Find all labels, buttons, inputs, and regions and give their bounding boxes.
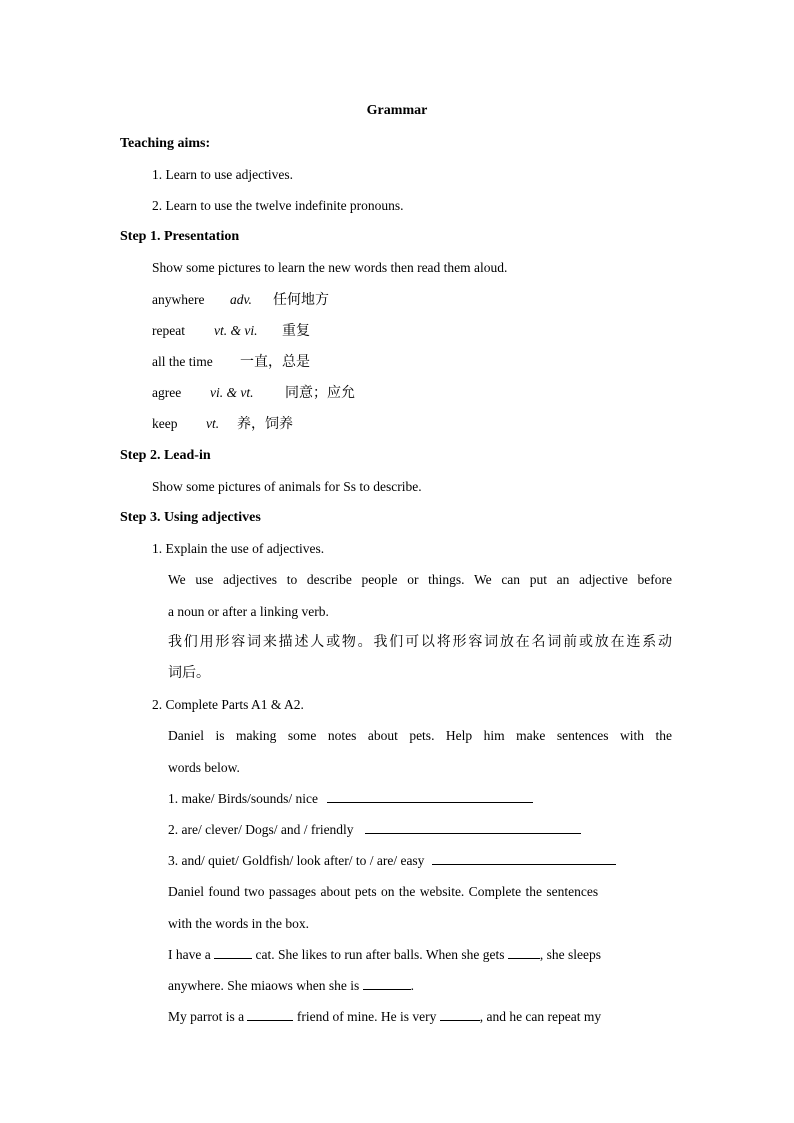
part1-title: 1. Explain the use of adjectives. (152, 541, 325, 556)
cat-passage-line (168, 946, 672, 964)
step1-intro: Show some pictures to learn the new words then read them aloud. (152, 260, 508, 275)
answer-blank[interactable] (363, 977, 411, 990)
passage-intro: Daniel found two passages about pets on the website. Complete the sentences (168, 884, 599, 899)
vocab-word: anywhere (152, 292, 205, 307)
exercise-prompt: 3. and/ quiet/ Goldfish/ look after/ to / are/ easy (168, 853, 425, 868)
vocab-pos: vt. & vi. (214, 323, 258, 338)
vocab-pos: adv. (230, 292, 252, 307)
passage-text: , and he can repeat my (479, 1009, 602, 1024)
answer-blank[interactable] (214, 946, 252, 959)
part2-intro-2: words below. (168, 760, 240, 775)
exercise-item (168, 821, 581, 839)
teaching-aim-1: 1. Learn to use adjectives. (152, 167, 293, 182)
vocab-pos: vt. (206, 416, 220, 431)
exercise-item (168, 790, 533, 808)
exercise-prompt: 2. are/ clever/ Dogs/ and / friendly (168, 822, 354, 837)
vocab-item (152, 384, 355, 402)
answer-line[interactable] (365, 821, 581, 834)
vocab-word: agree (152, 385, 182, 400)
page-title: Grammar (366, 103, 428, 118)
part2-title: 2. Complete Parts A1 & A2. (152, 697, 304, 712)
exercise-prompt: 1. make/ Birds/sounds/ nice (168, 791, 318, 806)
step1-heading: Step 1. Presentation (120, 229, 240, 244)
passage-intro-2: with the words in the box. (168, 916, 309, 931)
passage-text: anywhere. She miaows when she is (168, 978, 360, 993)
vocab-meaning: 养，饲养 (237, 416, 293, 432)
part1-explanation-en: We use adjectives to describe people or things. We can put an adjective before (168, 572, 672, 587)
exercise-item (168, 852, 616, 870)
vocab-item (152, 415, 293, 433)
part2-intro: Daniel is making some notes about pets. Help him make sentences with the (168, 728, 672, 743)
passage-text: . (410, 978, 414, 993)
step3-heading: Step 3. Using adjectives (120, 510, 261, 525)
teaching-aims-heading: Teaching aims: (120, 136, 211, 151)
answer-blank[interactable] (508, 946, 540, 959)
passage-text: My parrot is a (168, 1009, 245, 1024)
part1-explanation-cn: 我们用形容词来描述人或物。我们可以将形容词放在名词前或放在连系动 (168, 634, 672, 650)
vocab-meaning: 一直，总是 (240, 354, 310, 370)
part1-explanation-en-2: a noun or after a linking verb. (168, 604, 329, 619)
passage-text: , she sleeps (539, 947, 602, 962)
vocab-word: keep (152, 416, 178, 431)
vocab-word: all the time (152, 354, 213, 369)
passage-text: friend of mine. He is very (296, 1009, 437, 1024)
answer-blank[interactable] (247, 1008, 293, 1021)
vocab-meaning: 同意；应允 (285, 385, 355, 401)
cat-passage-line-2 (168, 977, 414, 995)
vocab-item (152, 322, 310, 340)
vocab-word: repeat (152, 323, 185, 338)
parrot-passage-line (168, 1008, 672, 1026)
step2-text: Show some pictures of animals for Ss to describe. (152, 479, 422, 494)
vocab-item (152, 291, 329, 309)
part1-explanation-cn-2: 词后。 (168, 665, 210, 681)
vocab-meaning: 重复 (282, 323, 310, 339)
passage-text: I have a (168, 947, 211, 962)
vocab-meaning: 任何地方 (273, 292, 329, 308)
answer-line[interactable] (432, 852, 616, 865)
vocab-item (152, 353, 310, 371)
answer-line[interactable] (327, 790, 533, 803)
passage-text: cat. She likes to run after balls. When she gets (255, 947, 505, 962)
vocab-pos: vi. & vt. (210, 385, 254, 400)
teaching-aim-2: 2. Learn to use the twelve indefinite pronouns. (152, 198, 404, 213)
answer-blank[interactable] (440, 1008, 480, 1021)
step2-heading: Step 2. Lead-in (120, 448, 211, 463)
